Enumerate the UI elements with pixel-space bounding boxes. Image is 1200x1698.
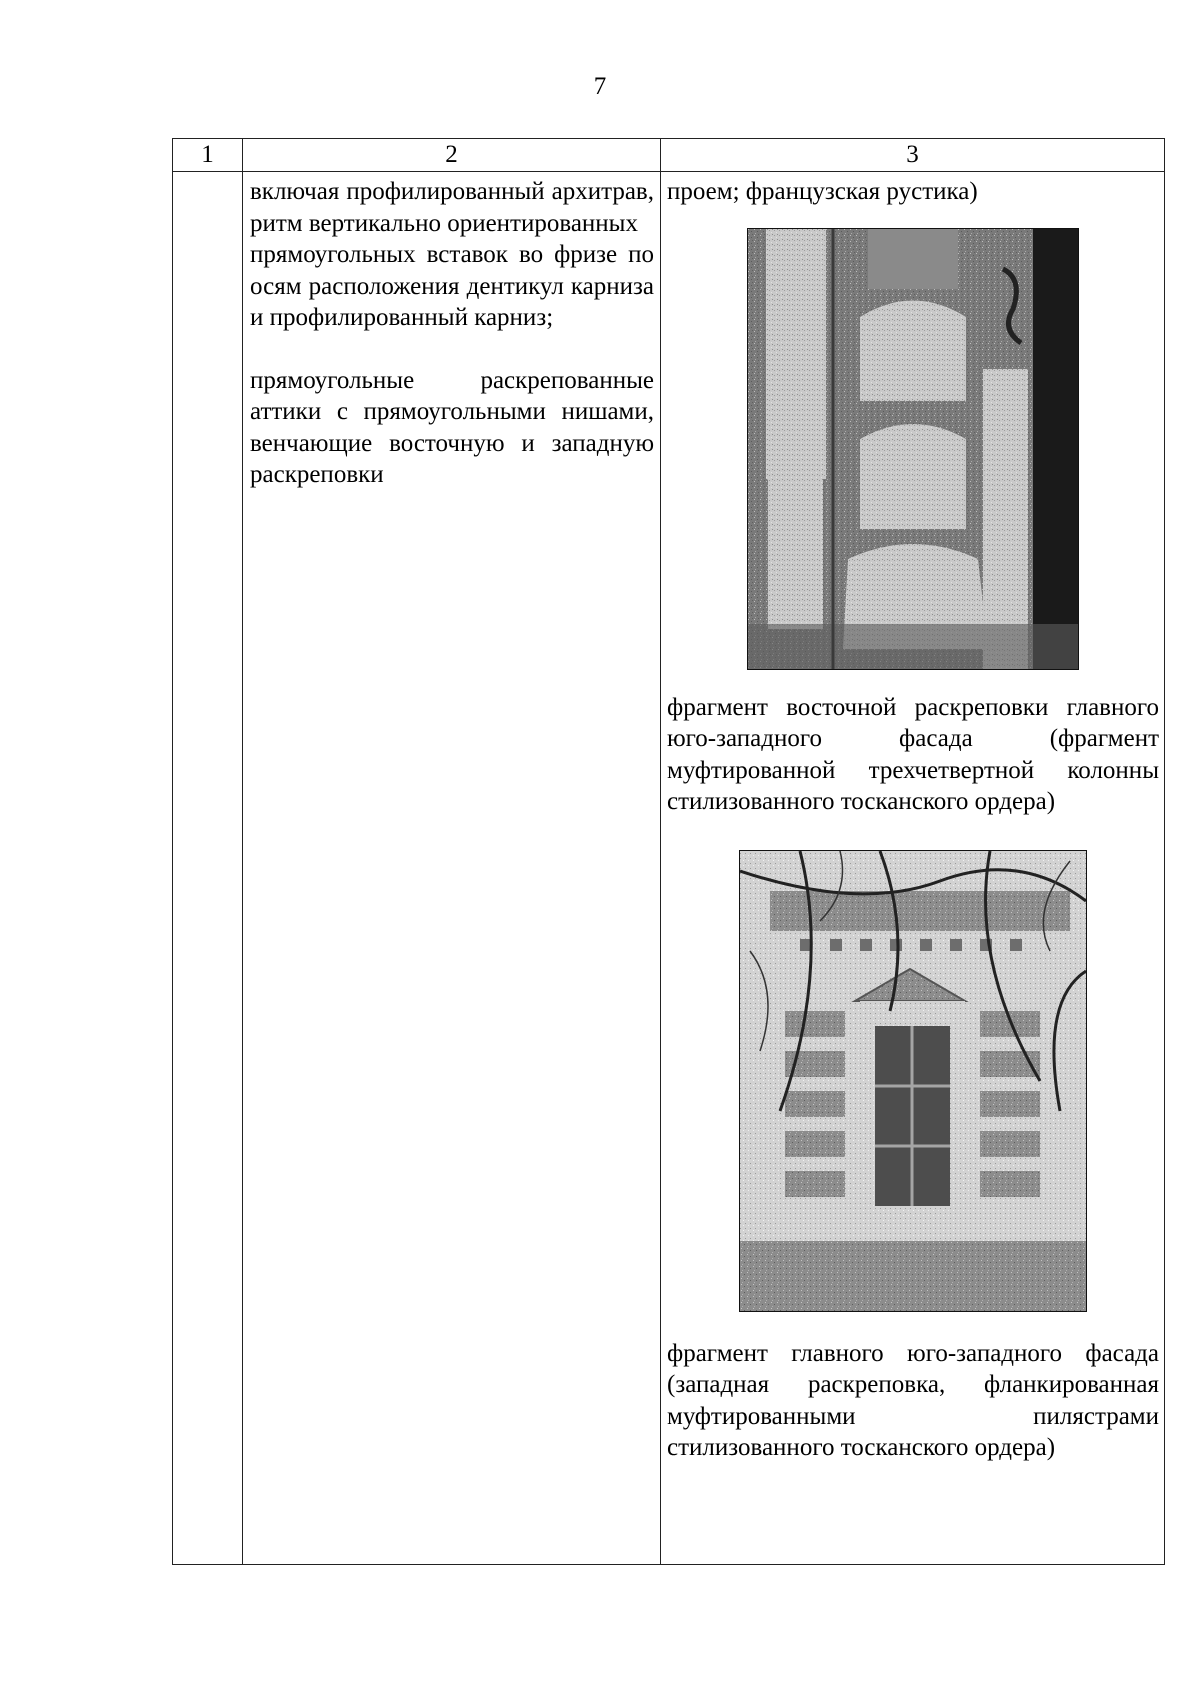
column-header-3: 3 xyxy=(661,139,1165,172)
number-cell xyxy=(173,172,243,1565)
column-fragment-caption: фрагмент восточной раскреповки главного юго-западного фасада (фрагмент муфтированной трехчетвертной колонны стилизованного тосканского ордера) xyxy=(667,693,1159,815)
table-header-row xyxy=(173,139,1165,172)
table-row xyxy=(173,172,1165,1565)
page-number: 7 xyxy=(593,73,607,100)
description-cell xyxy=(243,172,661,1565)
column-header-1: 1 xyxy=(173,139,243,172)
west-facade-caption: фрагмент главного юго-западного фасада (западная раскреповка, фланкированная муфтированными пилястрами стилизованного тосканского ордера) xyxy=(667,1339,1159,1461)
illustration-intro-text: проем; французская рустика) xyxy=(667,178,978,205)
column-fragment-photo xyxy=(747,228,1079,670)
illustration-cell xyxy=(661,172,1165,1565)
column-header-2: 2 xyxy=(243,139,661,172)
west-facade-photo xyxy=(739,850,1087,1312)
heritage-elements-table xyxy=(172,138,1165,1565)
description-paragraph: прямоугольных вставок во фризе по осям расположения дентикул карниза и профилированный карниз; xyxy=(250,241,654,331)
description-paragraph: включая профилированный архитрав, ритм вертикально ориентированных xyxy=(250,178,654,237)
description-paragraph: прямоугольные раскрепованные аттики с прямоугольными нишами, венчающие восточную и западную раскреповки xyxy=(250,366,654,488)
